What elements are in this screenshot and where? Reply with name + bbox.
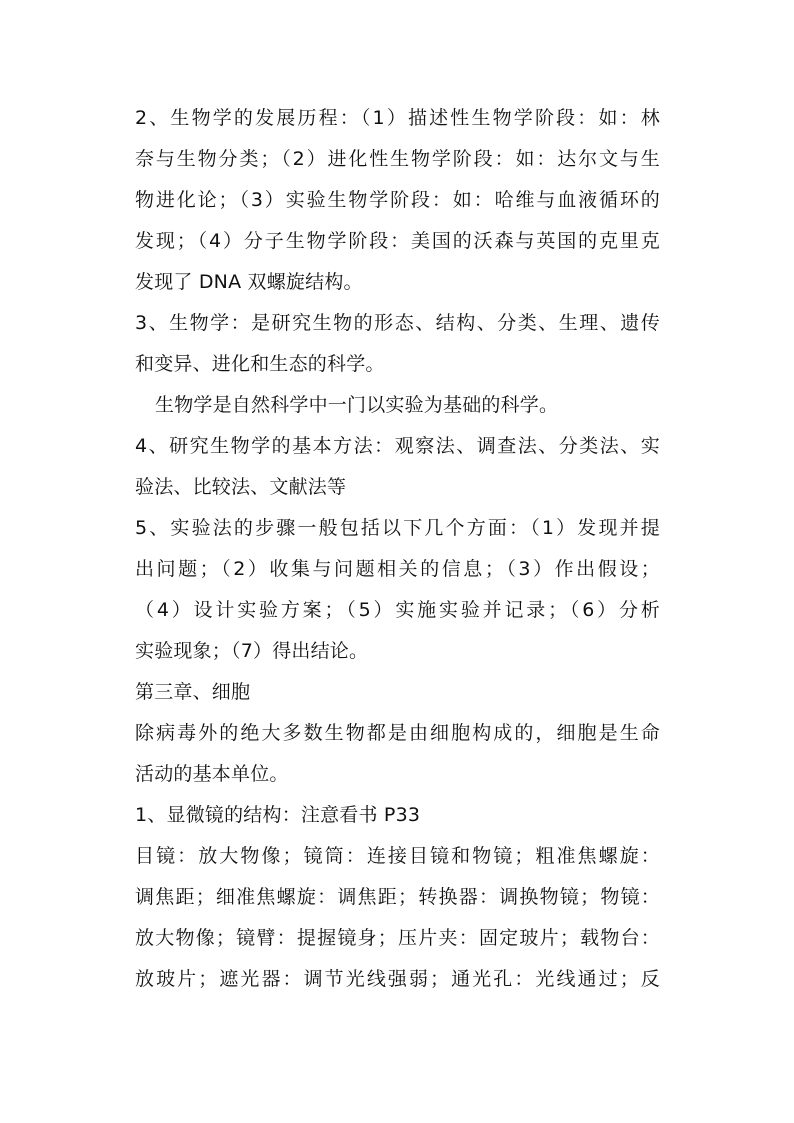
text-line: 奈与生物分类；（2）进化性生物学阶段：如：达尔文与生	[135, 148, 660, 170]
text-line: 3、生物学：是研究生物的形态、结构、分类、生理、遗传	[135, 312, 660, 334]
text-line: 调焦距；细准焦螺旋：调焦距；转换器：调换物镜；物镜：	[135, 886, 660, 908]
text-line: 物进化论；（3）实验生物学阶段：如：哈维与血液循环的	[135, 189, 660, 211]
text-line: 4、研究生物学的基本方法：观察法、调查法、分类法、实	[135, 435, 660, 457]
text-line: 实验现象；（7）得出结论。	[135, 640, 369, 662]
text-line: 1、显微镜的结构：注意看书 P33	[135, 804, 421, 826]
text-line: 出问题；（2）收集与问题相关的信息；（3）作出假设；	[135, 558, 660, 580]
text-line: 生物学是自然科学中一门以实验为基础的科学。	[155, 394, 559, 416]
text-line: 目镜：放大物像；镜筒：连接目镜和物镜；粗准焦螺旋：	[135, 845, 660, 867]
chapter-heading: 第三章、细胞	[135, 681, 251, 703]
text-line: 发现了 DNA 双螺旋结构。	[135, 271, 363, 293]
text-line: 5、实验法的步骤一般包括以下几个方面：（1）发现并提	[135, 517, 660, 539]
text-line: 放大物像；镜臂：提握镜身；压片夹：固定玻片；载物台：	[135, 927, 660, 949]
text-line: 2、生物学的发展历程：（1）描述性生物学阶段：如：林	[135, 107, 660, 129]
text-line: 验法、比较法、文献法等	[135, 476, 347, 498]
text-line: 除病毒外的绝大多数生物都是由细胞构成的，细胞是生命	[135, 722, 660, 744]
text-line: 发现；（4）分子生物学阶段：美国的沃森与英国的克里克	[135, 230, 660, 252]
text-line: 活动的基本单位。	[135, 763, 289, 785]
text-line: 放玻片；遮光器：调节光线强弱；通光孔：光线通过；反	[135, 968, 660, 990]
text-line: （4）设计实验方案；（5）实施实验并记录；（6）分析	[135, 599, 660, 621]
text-line: 和变异、进化和生态的科学。	[135, 353, 385, 375]
